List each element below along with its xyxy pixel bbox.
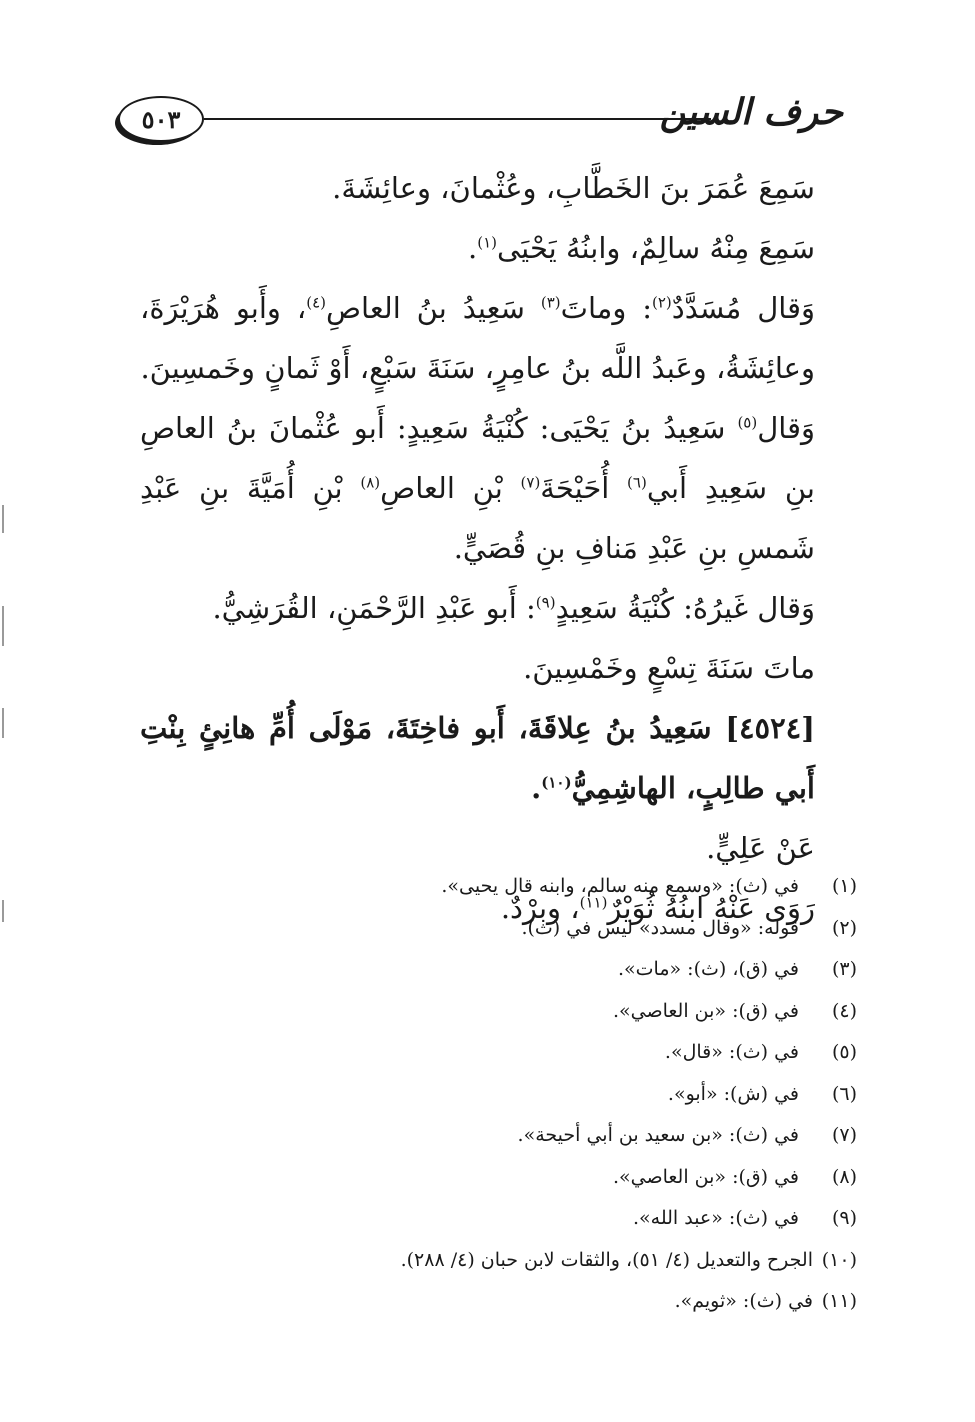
footnote (120, 866, 857, 908)
scan-edge-mark (2, 708, 4, 738)
footnote-ref: (١٠) (541, 773, 572, 792)
running-header (118, 88, 843, 148)
footnote-ref: (١١) (579, 893, 608, 912)
text-line: ، وأَبو هُرَيْرَةَ، وعائِشَةُ، وعَبدُ اللَّه بنُ عامِرٍ، سَنَةَ سَبْعٍ، أَوْ ثَمانٍ وخَمسِينَ. (140, 291, 815, 385)
footnote (120, 1198, 857, 1240)
text-line: . (531, 771, 542, 805)
footnote-number: (١٠) (821, 1248, 857, 1271)
footnote (120, 1157, 857, 1199)
footnote-text: في (ق)، (ث): «مات». (618, 958, 799, 980)
footnote (120, 1240, 857, 1282)
main-text (140, 158, 827, 938)
text-line: وَقال غَيرُهُ: كُنْيَةُ سَعِيدٍ (555, 591, 815, 625)
footnote-number: (٨) (831, 1165, 857, 1188)
text-line: رَوَى عَنْهُ ابنُهُ ثُوَيْرٌ (607, 891, 815, 925)
footnote-text: في (ث): «قال». (664, 1041, 799, 1063)
footnote-text: في (ث): «بن سعيد بن أبي أحيحة». (517, 1124, 799, 1146)
text-line: ، وبرْدٌ. (500, 891, 580, 925)
footnote-text: في (ق): «بن العاصي». (612, 999, 799, 1022)
footnote (120, 908, 857, 950)
footnote-number: (١) (831, 875, 857, 897)
footnote-number: (٩) (831, 1207, 857, 1229)
footnote (120, 1281, 857, 1323)
footnote-ref: (٣) (540, 293, 561, 312)
footnote (120, 1115, 857, 1157)
footnote-text: الجرح والتعديل (٤/ ٥١)، والثقات لابن حبان (٤/ ٢٨٨). (400, 1248, 813, 1271)
footnote-text: في (ث): «عبد الله». (632, 1207, 799, 1229)
text-paragraph (140, 638, 827, 698)
footnote (120, 1074, 857, 1116)
footnote (120, 949, 857, 991)
text-line: بْنِ أُمَيَّةَ بنِ عَبْدِ شَمسِ بنِ عَبْدِ مَنافِ بنِ قُصَيٍّ. (140, 471, 815, 565)
text-line: سَمِعَ عُمَرَ بنَ الخَطَّابِ، وعُثْمانَ، وعائِشَةَ. (332, 171, 815, 205)
footnote (120, 1032, 857, 1074)
footnotes-list (120, 866, 857, 1323)
text-line: سَعِيدُ بنُ يَحْيَى: كُنْيَةُ سَعِيدٍ: أَبو عُثْمانَ بنُ العاصِ بنِ سَعِيدِ أَبي (140, 411, 815, 505)
footnote-text: في (ش): «أبو». (667, 1082, 799, 1105)
footnote-ref: (٥) (737, 413, 758, 432)
footnote-ref: (١) (477, 233, 498, 252)
footnote-ref: (٦) (627, 473, 647, 492)
text-paragraph: سَمِعَ مِنْهُ سالِمٌ، وابنُهُ يَحْيَى$^{(١)}$. (468, 231, 815, 265)
footnote (120, 991, 857, 1033)
footnote-number: (٧) (831, 1124, 857, 1146)
footnote-number: (٢) (831, 916, 857, 939)
footnote-text: في (ق): «بن العاصي». (612, 1165, 799, 1188)
footnote-ref: (٩) (535, 593, 556, 612)
entry-title: [٤٥٢٤] سَعِيدُ بنُ عِلاقَةَ، أَبو فاخِتَةَ، مَوْلَى أُمِّ هانِئٍ بِنْتِ أَبي طالِبٍ، الهاشِمِيُّ (140, 711, 815, 805)
scan-edge-mark (2, 505, 4, 533)
scan-edge-mark (2, 606, 4, 646)
header-rule (204, 118, 711, 120)
text-paragraph (140, 278, 827, 398)
text-paragraph (140, 398, 827, 578)
entry-heading (140, 698, 827, 818)
footnote-number: (١١) (821, 1290, 857, 1312)
text-line: : أَبو عَبْدِ الرَّحْمَنِ، القُرَشِيُّ. (212, 591, 536, 625)
footnote-ref: (٤) (306, 293, 326, 312)
text-paragraph (140, 578, 827, 638)
text-line: وَقال (757, 411, 815, 445)
text-line: بْنِ العاصِ (380, 471, 521, 505)
text-line: سَعِيدُ بنُ العاصِ (325, 291, 541, 325)
chapter-title: حرف السين (659, 91, 843, 133)
footnote-text: في (ث): «ثويم». (674, 1290, 813, 1312)
footnote-number: (٦) (831, 1082, 857, 1105)
text-line: أُحَيْحَةَ (540, 471, 628, 505)
text-line: سَمِعَ مِنْهُ سالِمٌ، وابنُهُ يَحْيَى (497, 231, 815, 265)
text-line: ماتَ سَنَةَ تِسْعٍ وخَمْسِينَ. (523, 651, 815, 685)
scan-edge-mark (2, 900, 4, 922)
footnote-number: (٥) (831, 1041, 857, 1063)
page-number: ٥٠٣ (118, 96, 204, 142)
text-paragraph (140, 158, 827, 218)
footnote-ref: (٢) (652, 293, 672, 312)
footnote-number: (٤) (831, 999, 857, 1022)
footnote-text: في (ث): «وسمع منه سالم، وابنه قال يحيى». (441, 875, 799, 897)
footnote-ref: (٧) (520, 473, 541, 492)
footnote-text: قوله: «وقال مسدد» ليس في (ث). (521, 916, 799, 939)
footnote-number: (٣) (831, 958, 857, 980)
text-line: وَقال مُسَدَّدٌ (671, 291, 815, 325)
footnote-ref: (٨) (360, 473, 381, 492)
text-line: : وماتَ (560, 291, 652, 325)
text-line: عَنْ عَلِيٍّ. (706, 831, 815, 865)
